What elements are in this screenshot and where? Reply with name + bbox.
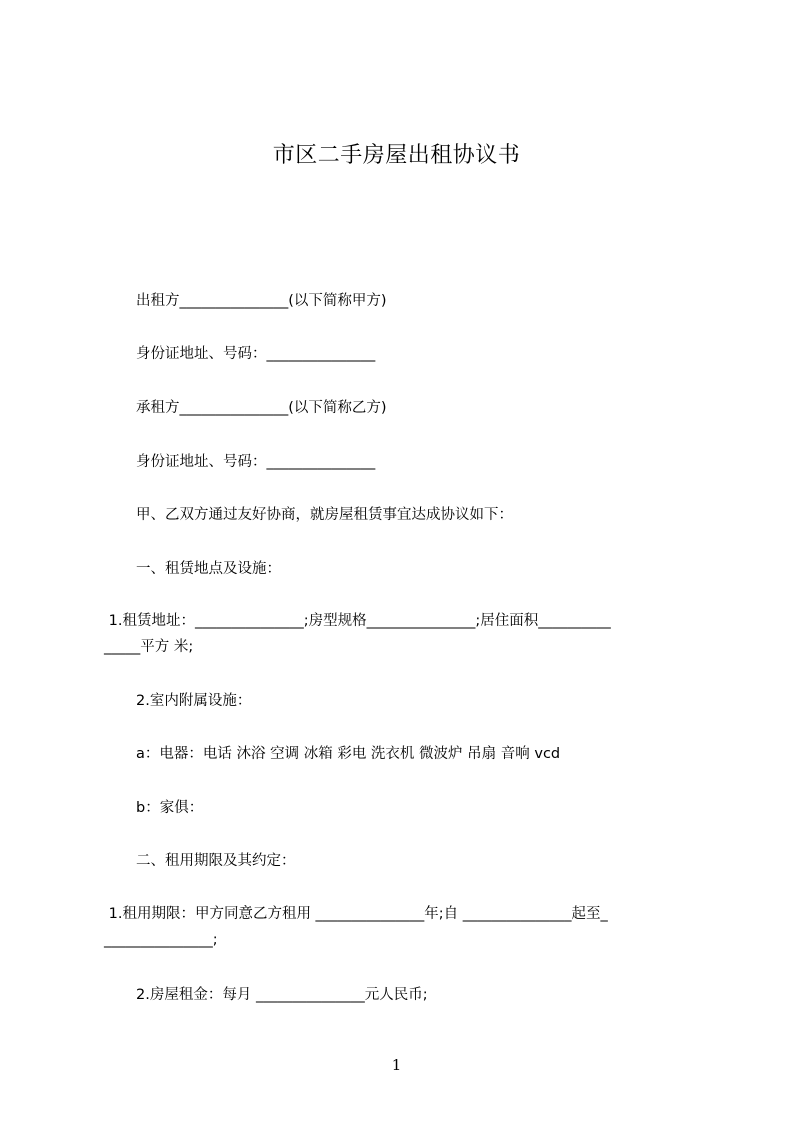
- page-number: 1: [391, 1056, 402, 1074]
- document-title: 市区二手房屋出租协议书: [272, 143, 521, 168]
- intro-paragraph: 甲、乙双方通过友好协商，就房屋租赁事宜达成协议如下：: [136, 507, 513, 523]
- item-2-2-rent: 2.房屋租金：每月 _______________元人民币;: [136, 987, 428, 1003]
- lessee-id-line: 身份证地址、号码：_______________: [136, 454, 376, 470]
- lessor-id-line: 身份证地址、号码：_______________: [136, 346, 376, 362]
- item-1-1-rental-address: 1.租赁地址：_______________;房型规格_______________;居住面积__________ _____平方 米;: [104, 613, 611, 655]
- item-1-2-facilities: 2.室内附属设施：: [136, 693, 252, 709]
- section-1-heading: 一、租赁地点及设施：: [136, 561, 281, 577]
- lessor-line: 出租方_______________(以下简称甲方): [136, 293, 387, 309]
- item-1-2b-furniture: b：家俱：: [136, 800, 204, 816]
- lessee-line: 承租方_______________(以下简称乙方): [136, 400, 387, 416]
- item-2-1-rental-period: 1.租用期限：甲方同意乙方租用 _______________年;自 _______________起至_ _______________;: [104, 906, 608, 948]
- item-1-2a-appliances: a：电器：电话 沐浴 空调 冰箱 彩电 洗衣机 微波炉 吊扇 音响 vcd: [136, 746, 561, 762]
- section-2-heading: 二、租用期限及其约定：: [136, 853, 296, 869]
